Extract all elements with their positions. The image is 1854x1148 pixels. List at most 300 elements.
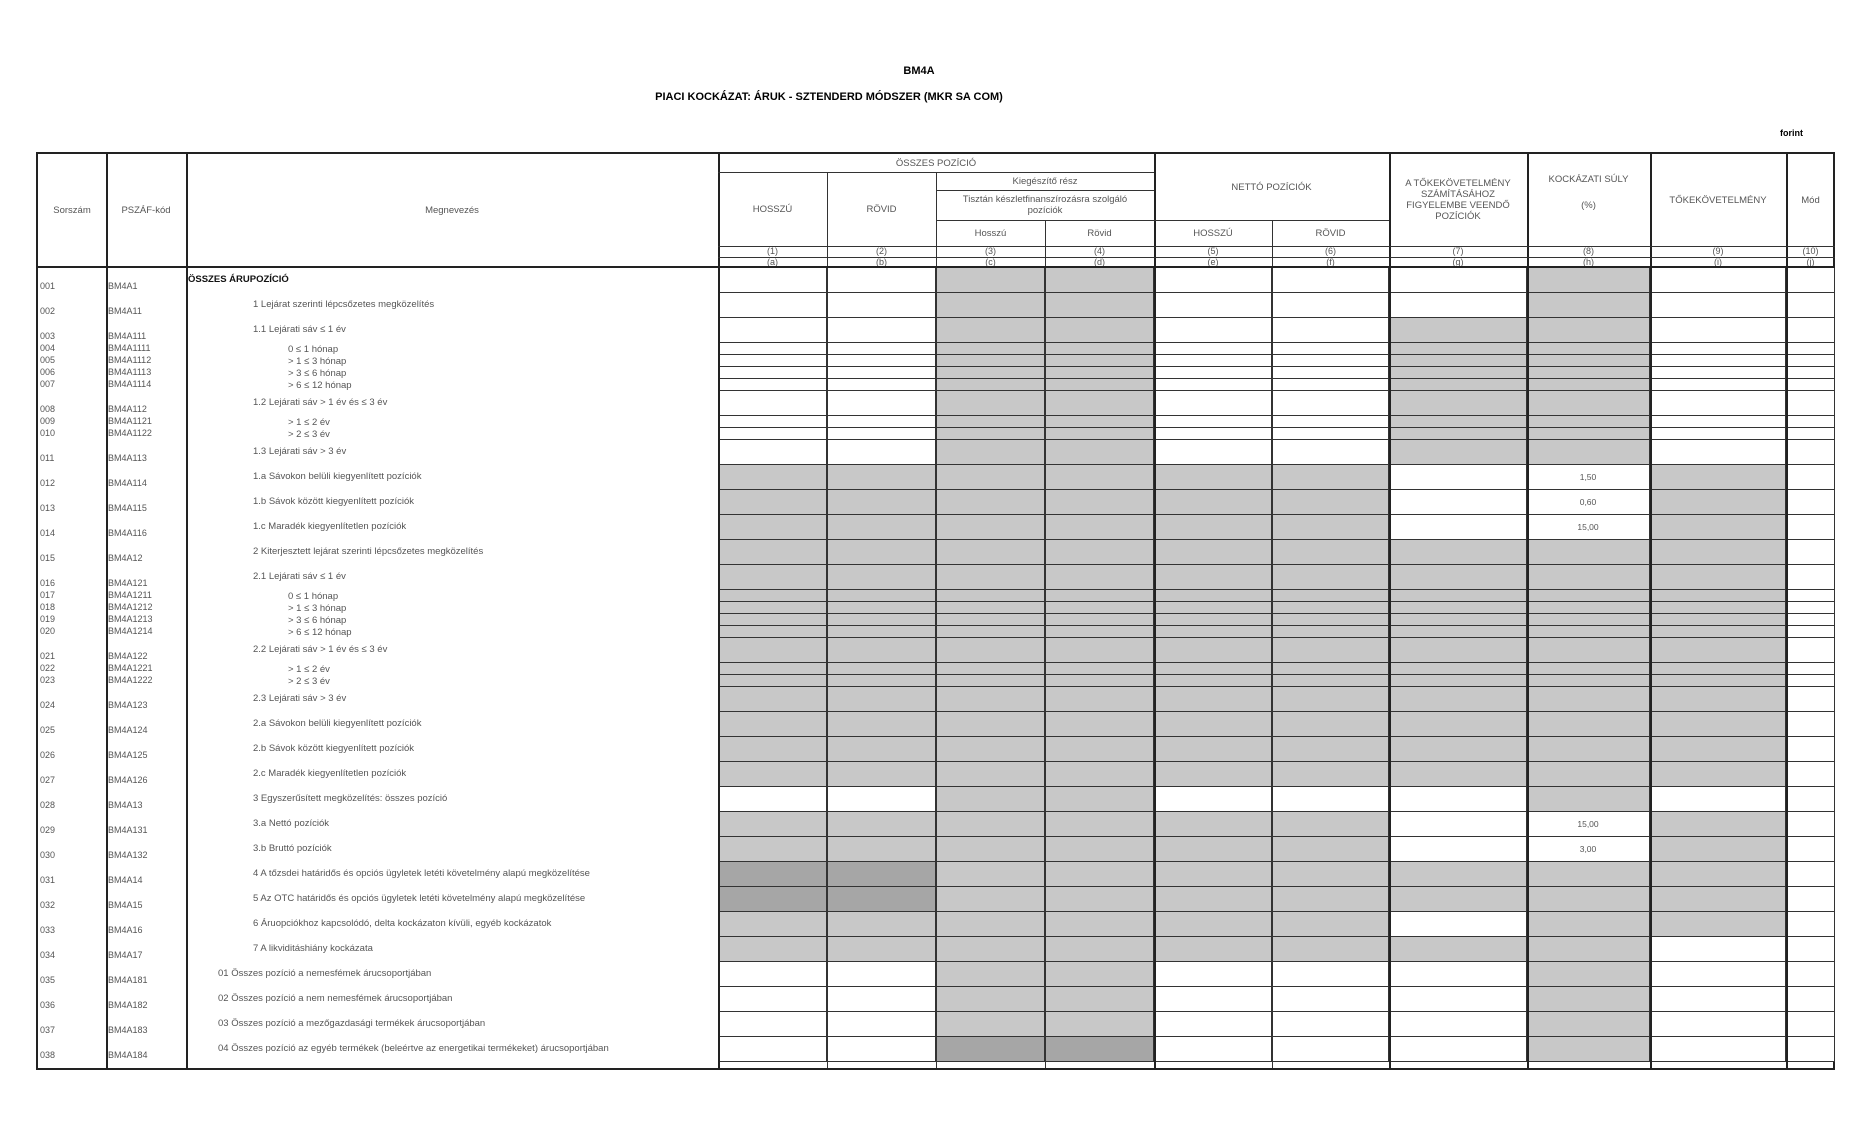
data-cell[interactable] [1786,638,1835,663]
data-cell [827,602,936,614]
row-number: 029 [40,825,56,835]
data-cell[interactable] [1389,268,1527,293]
data-cell[interactable] [827,428,936,440]
data-cell[interactable] [1154,787,1272,812]
data-cell[interactable] [1786,687,1835,712]
data-cell[interactable] [827,1012,936,1037]
data-cell [1389,416,1527,428]
data-cell[interactable] [1786,490,1835,515]
data-cell[interactable] [1154,1012,1272,1037]
data-cell[interactable] [1786,379,1835,391]
data-cell[interactable] [718,318,827,343]
data-cell[interactable] [1272,440,1389,465]
data-cell[interactable] [1272,379,1389,391]
data-cell[interactable] [1154,391,1272,416]
data-cell [1154,862,1272,887]
row-number: 020 [40,626,56,636]
data-cell[interactable] [1389,812,1527,837]
data-cell[interactable] [718,1012,827,1037]
col-header-sorszam: Sorszám [53,204,91,216]
col-header-kiegeszito: Kiegészítő rész [1012,175,1078,187]
data-cell[interactable] [1786,540,1835,565]
data-cell[interactable] [1389,837,1527,862]
data-cell[interactable] [1527,465,1650,490]
data-cell[interactable] [1272,1037,1389,1062]
data-cell[interactable] [1389,912,1527,937]
data-cell[interactable] [1527,812,1650,837]
row-number: 017 [40,590,56,600]
row-code: BM4A184 [108,1050,148,1060]
column-letter: (f) [1326,257,1335,267]
col-header-tisztan: Tisztán készletfinanszírozásra szolgáló pozíciók [962,194,1128,216]
data-cell[interactable] [718,268,827,293]
data-cell[interactable] [1786,293,1835,318]
data-cell[interactable] [827,1037,936,1062]
data-cell [827,712,936,737]
row-label: 3.a Nettó pozíciók [253,818,330,829]
risk-weight-value: 0,60 [1579,497,1597,507]
grid-vline [1389,154,1391,1068]
data-cell[interactable] [1272,428,1389,440]
data-cell[interactable] [1786,812,1835,837]
data-cell[interactable] [1154,379,1272,391]
data-cell[interactable] [1786,343,1835,355]
data-cell [1650,614,1786,626]
row-code: BM4A1 [108,281,138,291]
row-label: 02 Összes pozíció a nem nemesfémek árucsoportjában [218,993,453,1004]
data-cell [1045,626,1154,638]
data-cell [827,837,936,862]
data-cell[interactable] [1650,293,1786,318]
data-cell [718,626,827,638]
data-cell [936,675,1045,687]
data-cell[interactable] [1786,367,1835,379]
data-cell[interactable] [1786,515,1835,540]
data-cell [718,515,827,540]
data-cell[interactable] [1786,712,1835,737]
data-cell [1650,638,1786,663]
data-cell[interactable] [718,343,827,355]
data-cell [1045,540,1154,565]
grid-vline [1786,154,1788,1068]
data-cell [1045,343,1154,355]
grid-hline [718,246,1835,247]
data-cell[interactable] [827,987,936,1012]
data-cell [936,712,1045,737]
column-number: (5) [1207,246,1219,256]
data-cell [1527,428,1650,440]
row-number: 028 [40,800,56,810]
row-label: 2.a Sávokon belüli kiegyenlített pozíciók [253,718,422,729]
column-number: (9) [1712,246,1724,256]
row-number: 008 [40,404,56,414]
data-cell[interactable] [1786,737,1835,762]
grid-hline [1154,220,1389,221]
data-cell[interactable] [1389,962,1527,987]
row-code: BM4A131 [108,825,148,835]
data-cell [1389,937,1527,962]
data-cell [827,762,936,787]
data-cell[interactable] [1389,490,1527,515]
data-cell [718,602,827,614]
data-cell [1650,837,1786,862]
grid-vline [1154,154,1156,1068]
data-cell [936,515,1045,540]
data-cell[interactable] [1786,626,1835,638]
row-number: 026 [40,750,56,760]
data-cell [827,515,936,540]
data-cell[interactable] [1154,343,1272,355]
row-number: 027 [40,775,56,785]
row-label: 2.1 Lejárati sáv ≤ 1 év [253,571,346,582]
data-cell[interactable] [1786,602,1835,614]
row-code: BM4A14 [108,875,143,885]
row-label: 1.1 Lejárati sáv ≤ 1 év [253,324,346,335]
data-cell[interactable] [1272,367,1389,379]
data-cell[interactable] [827,379,936,391]
data-cell[interactable] [1389,1012,1527,1037]
data-cell [936,737,1045,762]
data-cell [1650,812,1786,837]
data-cell [827,862,936,887]
row-number: 021 [40,651,56,661]
data-cell[interactable] [1786,416,1835,428]
data-cell[interactable] [1272,787,1389,812]
row-number: 033 [40,925,56,935]
row-code: BM4A1214 [108,626,153,636]
data-cell[interactable] [1786,962,1835,987]
data-cell [936,887,1045,912]
data-cell[interactable] [1154,416,1272,428]
data-cell [1154,663,1272,675]
data-cell [1389,675,1527,687]
data-cell[interactable] [718,440,827,465]
data-cell[interactable] [718,416,827,428]
data-cell [936,1037,1045,1062]
data-cell[interactable] [1650,343,1786,355]
data-cell[interactable] [1650,391,1786,416]
data-cell [1527,590,1650,602]
row-label: 7 A likviditáshiány kockázata [253,943,373,954]
data-cell[interactable] [1272,416,1389,428]
data-cell[interactable] [1786,663,1835,675]
grid-hline [936,190,1154,191]
data-cell[interactable] [1154,440,1272,465]
data-cell [718,912,827,937]
column-letter: (e) [1207,257,1219,267]
row-code: BM4A111 [108,331,147,341]
data-cell[interactable] [1272,391,1389,416]
data-cell [1272,515,1389,540]
data-cell[interactable] [1389,465,1527,490]
data-cell [1389,602,1527,614]
data-cell[interactable] [1272,987,1389,1012]
data-cell[interactable] [1786,428,1835,440]
data-cell[interactable] [1786,762,1835,787]
column-letter: (a) [767,257,778,267]
data-cell[interactable] [1389,515,1527,540]
row-code: BM4A112 [108,404,147,414]
col-header-tokekov-fig: A TŐKEKÖVETELMÉNY SZÁMÍTÁSÁHOZ FIGYELEMBE VEENDŐ POZÍCIÓK [1405,178,1511,222]
data-cell[interactable] [1650,987,1786,1012]
data-cell[interactable] [827,787,936,812]
data-cell [1154,540,1272,565]
data-cell[interactable] [718,367,827,379]
data-cell[interactable] [1154,367,1272,379]
data-cell [936,540,1045,565]
data-cell [936,1012,1045,1037]
data-cell[interactable] [827,962,936,987]
row-code: BM4A122 [108,651,148,661]
data-cell [718,887,827,912]
data-cell [1650,762,1786,787]
data-cell[interactable] [1786,675,1835,687]
row-code: BM4A17 [108,950,143,960]
data-cell[interactable] [1154,318,1272,343]
data-cell [1650,862,1786,887]
data-cell [1650,687,1786,712]
row-label: 3.b Bruttó pozíciók [253,843,332,854]
data-cell[interactable] [1786,862,1835,887]
data-cell[interactable] [718,1037,827,1062]
row-number: 014 [40,528,56,538]
data-cell[interactable] [1154,962,1272,987]
data-cell [1154,602,1272,614]
grid-hline [718,257,1835,258]
data-cell [1527,937,1650,962]
data-cell[interactable] [718,355,827,367]
row-label: 1.2 Lejárati sáv > 1 év és ≤ 3 év [253,397,388,408]
data-cell[interactable] [1786,912,1835,937]
data-cell[interactable] [827,367,936,379]
row-number: 035 [40,975,56,985]
data-cell [827,663,936,675]
data-cell [1045,712,1154,737]
data-cell [1045,638,1154,663]
row-number: 005 [40,355,56,365]
row-label: > 6 ≤ 12 hónap [288,627,352,638]
data-cell[interactable] [1786,355,1835,367]
data-cell [936,416,1045,428]
data-cell [936,962,1045,987]
data-cell [1154,675,1272,687]
data-cell [1650,912,1786,937]
form-title: PIACI KOCKÁZAT: ÁRUK - SZTENDERD MÓDSZER (MKR SA COM) [655,91,1003,103]
data-cell[interactable] [1389,293,1527,318]
row-code: BM4A115 [108,503,147,513]
data-cell[interactable] [1272,343,1389,355]
data-cell [1527,912,1650,937]
data-cell [827,675,936,687]
data-cell[interactable] [1154,987,1272,1012]
row-label: > 1 ≤ 3 hónap [288,356,347,367]
data-cell[interactable] [1786,987,1835,1012]
data-cell [1389,565,1527,590]
data-cell[interactable] [1650,440,1786,465]
data-cell [1272,540,1389,565]
data-cell [1527,440,1650,465]
data-cell[interactable] [1272,962,1389,987]
data-cell[interactable] [1786,787,1835,812]
data-cell[interactable] [1154,293,1272,318]
row-code: BM4A126 [108,775,148,785]
data-cell[interactable] [1154,1037,1272,1062]
data-cell [1154,937,1272,962]
row-code: BM4A1111 [108,343,151,353]
data-cell[interactable] [1272,293,1389,318]
data-cell[interactable] [1527,515,1650,540]
row-label: 1 Lejárat szerinti lépcsőzetes megközelítés [253,299,435,310]
data-cell[interactable] [1786,465,1835,490]
data-cell [1389,540,1527,565]
data-cell [1527,416,1650,428]
grid-vline [718,154,720,1068]
data-cell[interactable] [1154,268,1272,293]
row-label: 04 Összes pozíció az egyéb termékek (beleértve az energetikai termékeket) árucsoportjában [218,1043,609,1054]
data-cell[interactable] [1786,1012,1835,1037]
data-cell [1527,787,1650,812]
data-cell [827,540,936,565]
row-code: BM4A1212 [108,602,153,612]
data-cell [936,293,1045,318]
data-cell[interactable] [1272,318,1389,343]
row-label: 1.c Maradék kiegyenlítetlen pozíciók [253,521,407,532]
row-number: 025 [40,725,56,735]
data-cell[interactable] [1650,428,1786,440]
form-code: BM4A [903,65,935,77]
data-cell[interactable] [1527,837,1650,862]
col-header-pszaf: PSZÁF-kód [121,204,171,216]
data-cell[interactable] [1786,440,1835,465]
data-cell [718,590,827,602]
data-cell[interactable] [1650,318,1786,343]
data-cell[interactable] [1650,937,1786,962]
data-cell [1045,912,1154,937]
data-cell [936,367,1045,379]
data-cell[interactable] [1650,355,1786,367]
data-cell[interactable] [1786,565,1835,590]
data-cell[interactable] [718,987,827,1012]
data-cell [936,614,1045,626]
data-cell[interactable] [718,787,827,812]
row-number: 016 [40,578,56,588]
data-cell [827,638,936,663]
data-cell [718,737,827,762]
row-number: 037 [40,1025,56,1035]
data-cell[interactable] [718,962,827,987]
row-number: 022 [40,663,56,673]
col-header-rovid: RÖVID [866,203,897,215]
data-cell[interactable] [1272,268,1389,293]
data-cell[interactable] [1786,887,1835,912]
data-cell[interactable] [1389,787,1527,812]
data-cell[interactable] [1650,379,1786,391]
data-cell[interactable] [1650,1012,1786,1037]
data-cell[interactable] [1154,428,1272,440]
data-cell[interactable] [827,343,936,355]
data-cell [1154,687,1272,712]
row-code: BM4A121 [108,578,148,588]
data-cell[interactable] [1786,614,1835,626]
grid-vline [936,172,937,1068]
data-cell [1045,293,1154,318]
data-cell [1527,379,1650,391]
row-code: BM4A1121 [108,416,152,426]
data-cell[interactable] [827,391,936,416]
data-cell [1272,565,1389,590]
data-cell [827,490,936,515]
data-cell [1527,540,1650,565]
data-cell [1045,367,1154,379]
data-cell[interactable] [827,355,936,367]
data-cell[interactable] [1272,355,1389,367]
grid-hline [38,266,1835,268]
data-cell[interactable] [1650,367,1786,379]
data-cell[interactable] [1650,268,1786,293]
data-cell [936,663,1045,675]
column-number: (3) [985,246,996,256]
data-cell [1045,837,1154,862]
data-cell [1154,762,1272,787]
data-cell[interactable] [827,318,936,343]
data-cell[interactable] [1154,355,1272,367]
data-cell[interactable] [827,416,936,428]
data-cell[interactable] [827,293,936,318]
data-cell [1389,663,1527,675]
row-label: > 1 ≤ 2 év [288,417,330,428]
data-cell [1272,590,1389,602]
data-cell [936,343,1045,355]
data-cell [1045,391,1154,416]
data-cell[interactable] [1786,1037,1835,1062]
data-cell[interactable] [718,379,827,391]
data-cell[interactable] [1650,962,1786,987]
data-cell[interactable] [1786,837,1835,862]
col-header-osszes: ÖSSZES POZÍCIÓ [895,157,977,169]
data-cell[interactable] [1272,1012,1389,1037]
data-cell[interactable] [718,293,827,318]
data-cell[interactable] [1389,987,1527,1012]
data-cell[interactable] [1786,590,1835,602]
data-cell[interactable] [718,391,827,416]
data-cell [827,812,936,837]
data-cell [1154,515,1272,540]
data-cell[interactable] [827,440,936,465]
data-cell[interactable] [1389,1037,1527,1062]
data-cell [1045,812,1154,837]
data-cell [1527,762,1650,787]
data-cell[interactable] [1650,1037,1786,1062]
data-cell[interactable] [1786,318,1835,343]
data-cell[interactable] [1786,268,1835,293]
data-cell [936,912,1045,937]
row-number: 038 [40,1050,56,1060]
data-cell[interactable] [1650,416,1786,428]
data-cell [936,355,1045,367]
data-cell[interactable] [827,268,936,293]
data-cell[interactable] [1786,391,1835,416]
row-number: 032 [40,900,56,910]
row-number: 030 [40,850,56,860]
data-cell [1154,737,1272,762]
data-cell[interactable] [1527,490,1650,515]
row-code: BM4A1221 [108,663,153,673]
row-number: 001 [40,281,56,291]
data-cell[interactable] [1650,787,1786,812]
data-cell[interactable] [718,428,827,440]
data-cell[interactable] [1786,937,1835,962]
row-label: 1.3 Lejárati sáv > 3 év [253,446,347,457]
